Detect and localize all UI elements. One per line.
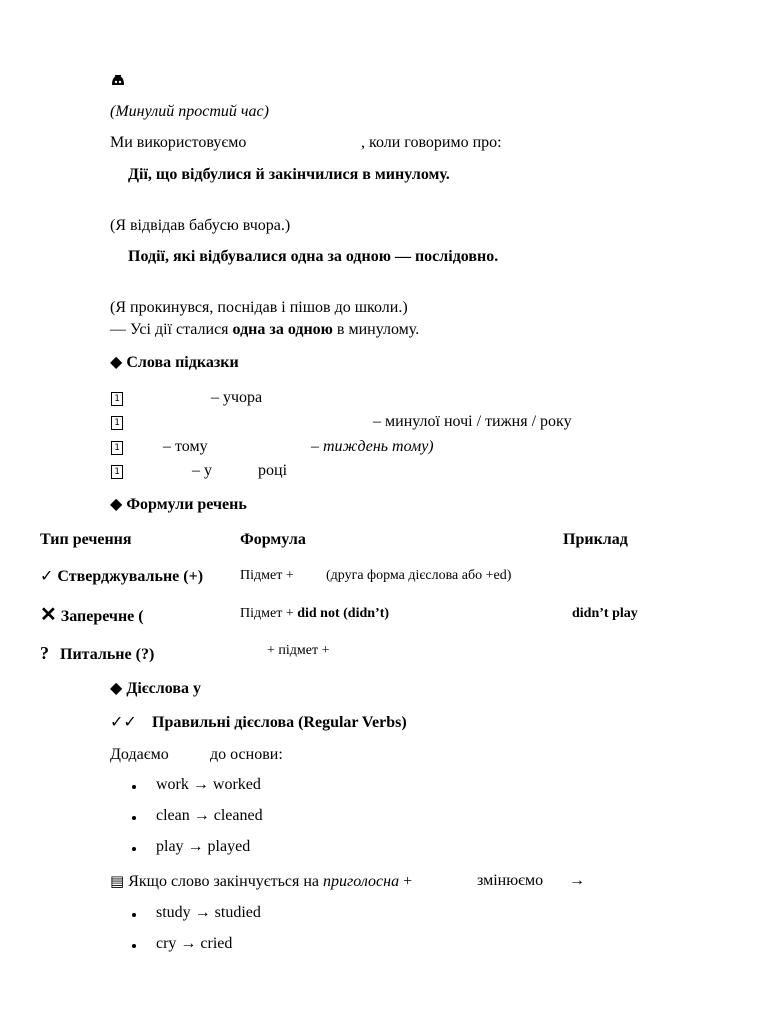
rule-line <box>110 871 412 892</box>
intro-text-end: , коли говоримо про: <box>361 134 502 151</box>
regular-title-line <box>110 713 407 733</box>
table-row <box>40 643 154 665</box>
list-item: play → played <box>156 838 251 855</box>
use-example-1: (Я відвідав бабусю вчора.) <box>110 217 291 234</box>
bullet-icon <box>132 944 136 948</box>
rule-b: приголосна <box>323 873 400 890</box>
bullet-icon <box>132 847 136 851</box>
document-icon: ▤ <box>110 872 125 890</box>
intro-text: Ми використовуємо <box>110 134 247 151</box>
row-formula: + підмет + <box>267 643 330 658</box>
rule-d: змінюємо <box>477 872 544 889</box>
clue-4a: – у <box>192 462 212 479</box>
numbered-box-icon: 1 <box>111 392 123 406</box>
formulas-heading: Формули речень <box>126 496 247 513</box>
list-item: clean → cleaned <box>156 807 263 824</box>
list-item: cry → cried <box>156 935 233 952</box>
rule-a: Якщо слово закінчується на <box>128 873 324 890</box>
bug-face-icon <box>110 72 126 94</box>
note-line <box>110 320 419 340</box>
diamond-icon: ◆ <box>110 680 123 697</box>
use-example-2: (Я прокинувся, поснідав і пішов до школи.) <box>110 299 408 316</box>
use-title-1: Дії, що відбулися й закінчилися в минулому. <box>128 166 450 183</box>
clue-3a: – тому <box>163 438 208 455</box>
row-type: Заперечне ( <box>60 608 144 625</box>
rule-e: → <box>569 872 585 889</box>
check-icon: ✓ <box>40 568 54 585</box>
row-formula <box>240 604 389 624</box>
add-text-a: Додаємо <box>110 746 169 763</box>
diamond-icon: ◆ <box>110 496 123 513</box>
regular-title: Правильні дієслова (Regular Verbs) <box>152 714 407 731</box>
row-formula-b: did not (didn’t) <box>297 606 390 621</box>
list-item: work → worked <box>156 776 261 793</box>
clues-heading-line <box>110 353 239 373</box>
numbered-box-icon: 1 <box>111 441 123 455</box>
cross-icon: ✕ <box>40 604 57 626</box>
table-row <box>40 567 203 587</box>
clue-3b: – тиждень тому) <box>311 438 434 455</box>
verbs-heading: Дієслова у <box>126 680 201 697</box>
use-title-2: Події, які відбувалися одна за одною — послідовно. <box>128 248 499 265</box>
numbered-box-icon: 1 <box>111 465 123 479</box>
bullet-icon <box>132 785 136 789</box>
row-example: didn’t play <box>572 606 638 621</box>
double-check-icon: ✓✓ <box>110 714 137 731</box>
note-c: в минулому. <box>332 321 420 338</box>
verbs-heading-line <box>110 679 201 699</box>
clue-4b: році <box>258 462 288 479</box>
list-item: study → studied <box>156 904 261 921</box>
row-type: Стверджувальне (+) <box>57 568 204 585</box>
col-formula: Формула <box>240 531 306 548</box>
rule-c: + <box>399 873 413 890</box>
row-formula-a: Підмет + <box>240 606 298 621</box>
row-formula-b: (друга форма дієслова або +ed) <box>326 568 512 583</box>
row-type: Питальне (?) <box>60 646 155 663</box>
note-a: — Усі дії сталися <box>110 321 233 338</box>
bullet-icon <box>132 816 136 820</box>
clue-2: – минулої ночі / тижня / року <box>373 413 572 430</box>
add-text-b: до основи: <box>210 746 283 763</box>
clue-1: – учора <box>211 389 263 406</box>
clues-heading: Слова підказки <box>126 354 239 371</box>
col-type: Тип речення <box>40 531 132 548</box>
subtitle: (Минулий простий час) <box>110 103 269 120</box>
note-b: одна за одною <box>232 321 333 338</box>
diamond-icon: ◆ <box>110 354 123 371</box>
table-row <box>40 605 144 627</box>
formulas-heading-line <box>110 495 247 515</box>
numbered-box-icon: 1 <box>111 416 123 430</box>
bullet-icon <box>132 913 136 917</box>
col-example: Приклад <box>563 531 628 548</box>
row-formula-a: Підмет + <box>240 568 294 583</box>
question-icon: ? <box>40 643 49 663</box>
